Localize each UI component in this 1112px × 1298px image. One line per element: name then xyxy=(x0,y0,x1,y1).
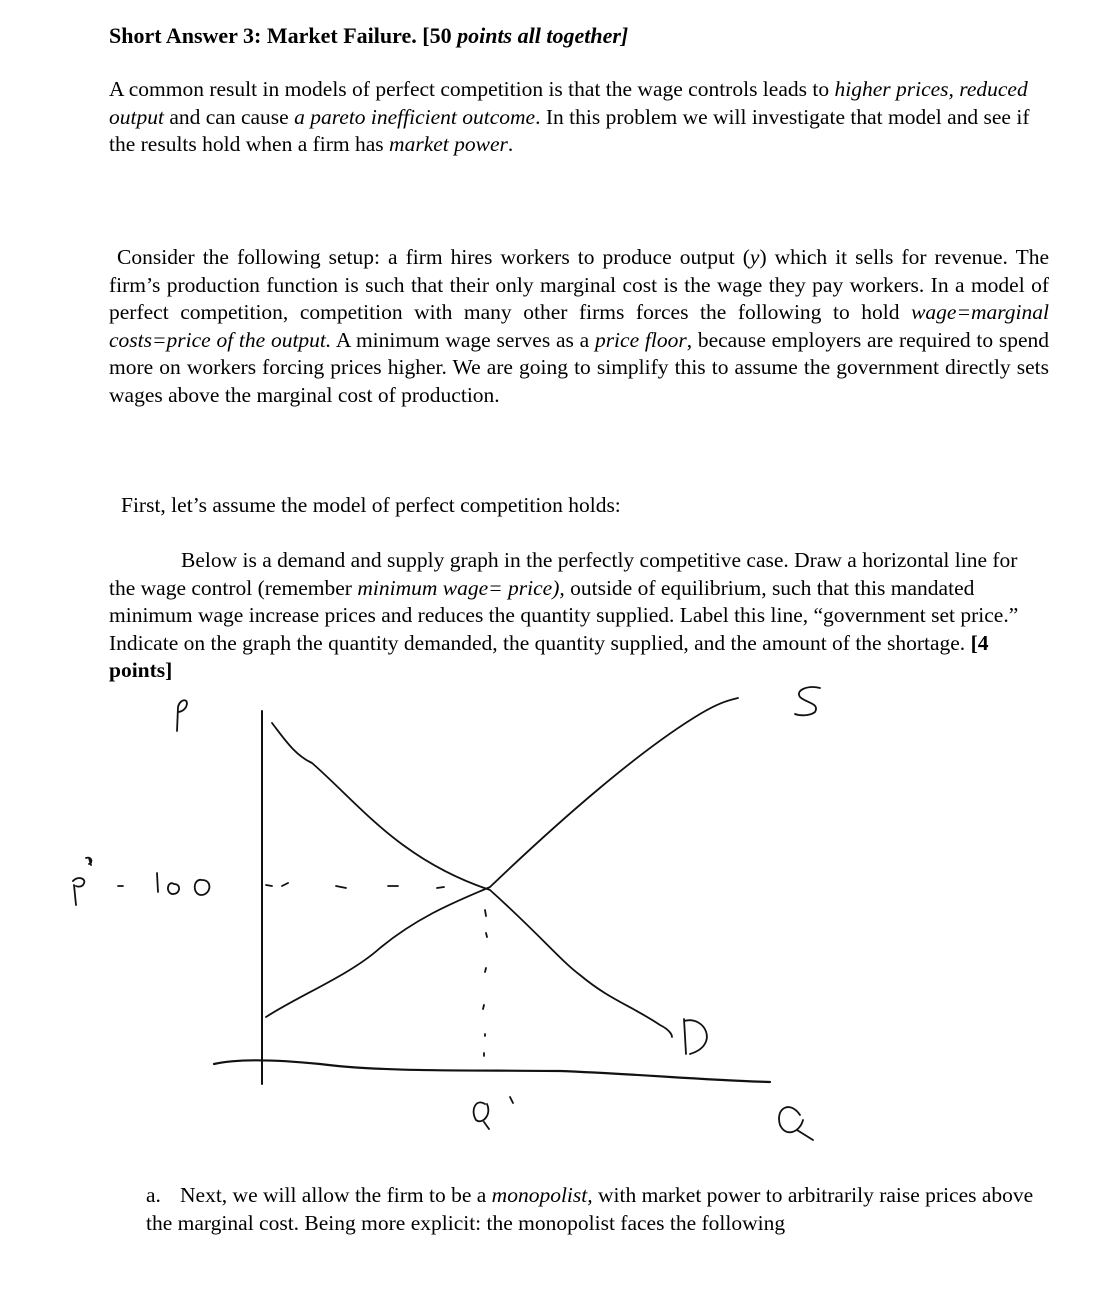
x-axis-label-Q xyxy=(779,1107,813,1140)
instructions-paragraph: Below is a demand and supply graph in the perfectly competitive case. Draw a horizontal line for the wage control (remember minimum wage= price), outside of equilibrium, such that this mandated minimum wage increase prices and reduces the quantity supplied. Label this line, “government set price.” Indicate on the graph the quantity demanded, the quantity supplied, and the amount of the shortage. [4 points] xyxy=(109,548,1019,682)
equilibrium-quantity-dots xyxy=(483,910,487,1056)
y-axis-label-P xyxy=(177,700,187,731)
x-axis xyxy=(214,1060,770,1082)
quantity-label-Q-star xyxy=(474,1097,513,1129)
supply-curve xyxy=(266,698,738,1017)
supply-label-S xyxy=(795,687,820,715)
part-a-paragraph: a. Next, we will allow the firm to be a monopolist, with market power to arbitrarily raise prices above the marginal cost. Being more explicit: the monopolist faces the following xyxy=(146,1183,1034,1235)
first-assumption-text: First, let’s assume the model of perfect competition holds: xyxy=(121,493,621,517)
intro-paragraph: A common result in models of perfect competition is that the wage controls leads to higher prices, reduced output and can cause a pareto inefficient outcome. In this problem we will investigate that model and see if the results hold when a firm has market power. xyxy=(109,77,1030,156)
question-title: Short Answer 3: Market Failure. [50 points all together] xyxy=(109,23,629,48)
price-label-P-star-eq-100 xyxy=(73,858,209,905)
setup-paragraph: Consider the following setup: a firm hires workers to produce output (y) which it sells for revenue. The firm’s production function is such that their only marginal cost is the wage they pay workers. In a model of perfect competition, competition with many other firms forces the following to hold wage=marginal costs=price of the output. A minimum wage serves as a price floor, because employers are required to spend more on workers forcing prices higher. We are going to simplify this to assume the government directly sets wages above the marginal cost of production. xyxy=(109,245,1049,407)
demand-label-D xyxy=(684,1019,707,1054)
equilibrium-price-dashes xyxy=(266,883,444,888)
demand-curve xyxy=(272,723,672,1037)
